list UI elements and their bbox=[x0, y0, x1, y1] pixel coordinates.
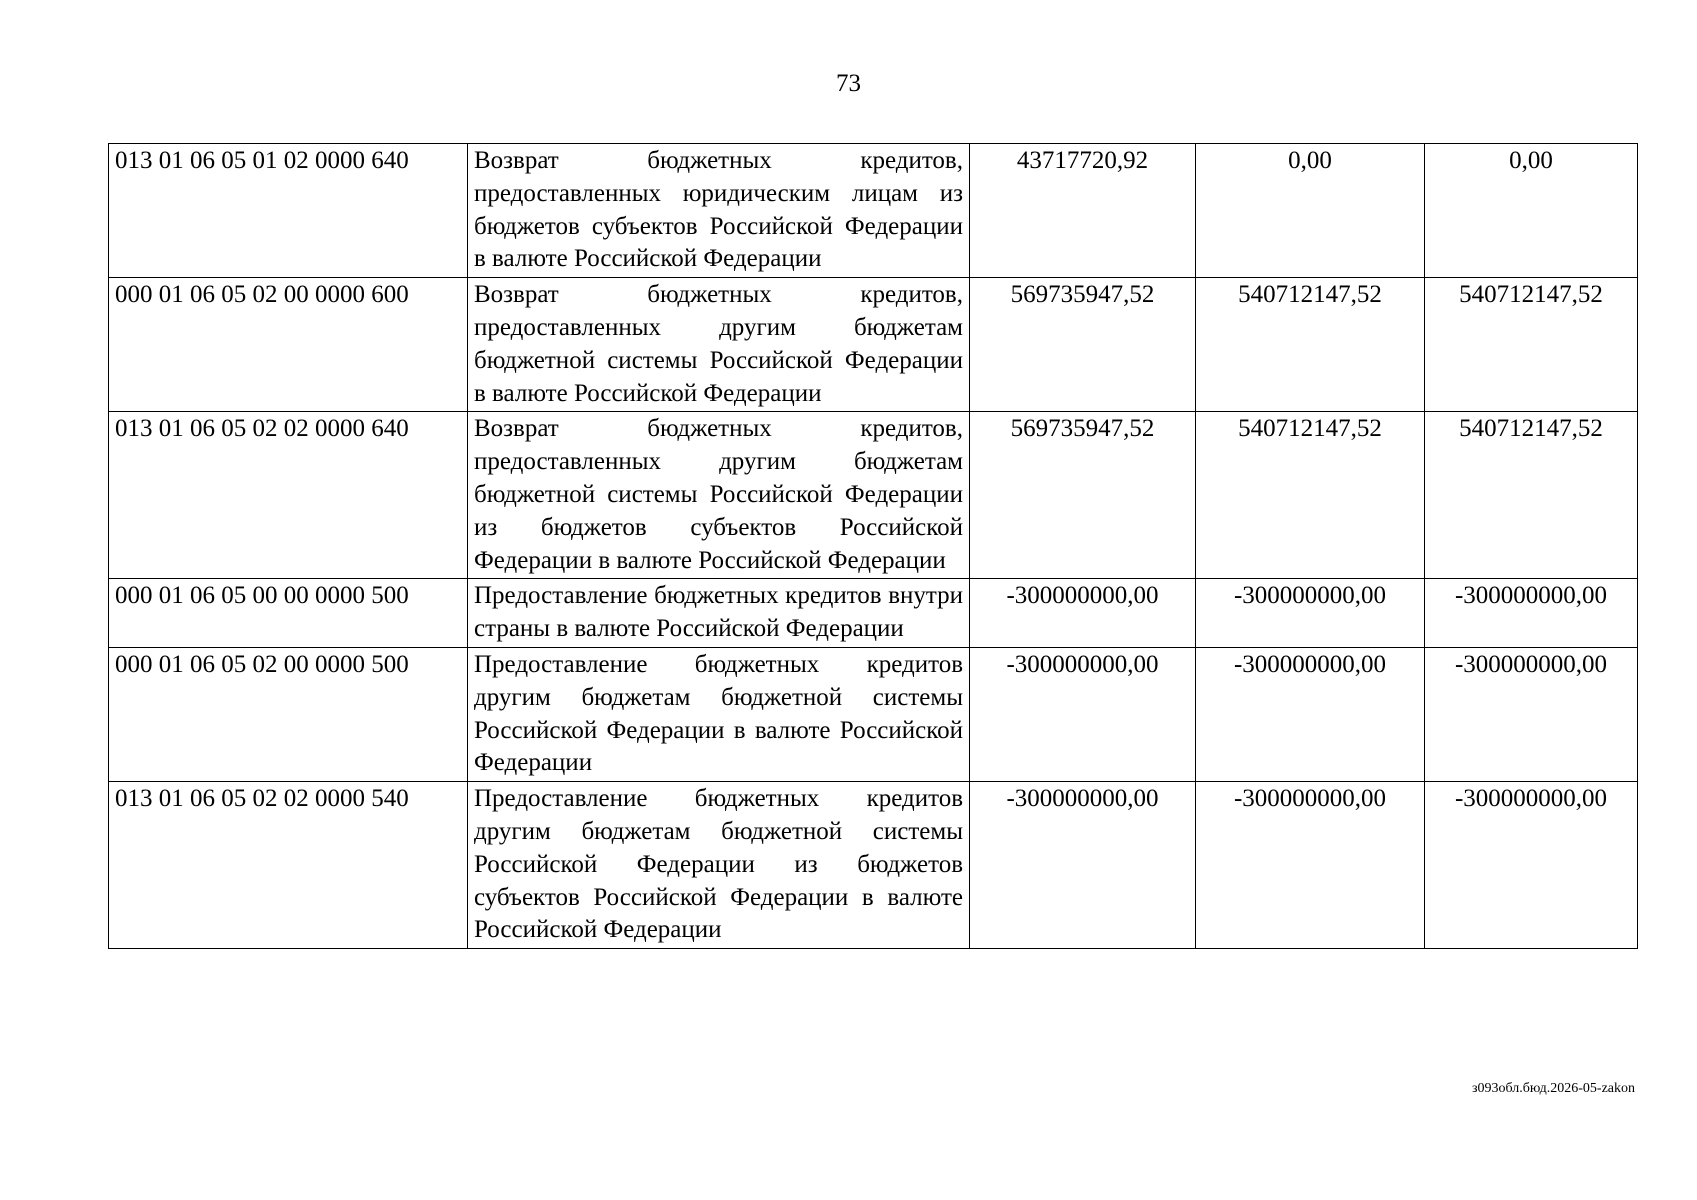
amount-cell: -300000000,00 bbox=[1425, 782, 1638, 949]
amount-cell: 540712147,52 bbox=[1196, 278, 1425, 412]
amount-cell: 540712147,52 bbox=[1425, 278, 1638, 412]
amount-cell: -300000000,00 bbox=[970, 647, 1196, 781]
description-cell: Предоставление бюджетных кредитов другим бюджетам бюджетной системы Российской Федерации в валюте Российской Федерации bbox=[468, 647, 970, 781]
amount-cell: -300000000,00 bbox=[970, 782, 1196, 949]
budget-code-cell: 013 01 06 05 02 02 0000 640 bbox=[109, 412, 468, 579]
amount-cell: 569735947,52 bbox=[970, 278, 1196, 412]
description-cell: Возврат бюджетных кредитов, предоставленных юридическим лицам из бюджетов субъектов Российской Федерации в валюте Российской Федерации bbox=[468, 144, 970, 278]
budget-code-cell: 000 01 06 05 02 00 0000 600 bbox=[109, 278, 468, 412]
amount-cell: 43717720,92 bbox=[970, 144, 1196, 278]
amount-cell: -300000000,00 bbox=[1196, 647, 1425, 781]
amount-cell: 569735947,52 bbox=[970, 412, 1196, 579]
amount-cell: 0,00 bbox=[1196, 144, 1425, 278]
description-cell: Предоставление бюджетных кредитов другим бюджетам бюджетной системы Российской Федерации из бюджетов субъектов Российской Федерации в валюте Российской Федерации bbox=[468, 782, 970, 949]
budget-code-cell: 000 01 06 05 02 00 0000 500 bbox=[109, 647, 468, 781]
amount-cell: 0,00 bbox=[1425, 144, 1638, 278]
budget-code-cell: 013 01 06 05 02 02 0000 540 bbox=[109, 782, 468, 949]
amount-cell: 540712147,52 bbox=[1196, 412, 1425, 579]
table-row bbox=[109, 412, 1638, 579]
amount-cell: -300000000,00 bbox=[1196, 579, 1425, 648]
amount-cell: -300000000,00 bbox=[1425, 579, 1638, 648]
budget-sources-table bbox=[108, 143, 1638, 949]
page-number: 73 bbox=[836, 70, 861, 97]
amount-cell: -300000000,00 bbox=[1196, 782, 1425, 949]
budget-code-cell: 013 01 06 05 01 02 0000 640 bbox=[109, 144, 468, 278]
description-cell: Предоставление бюджетных кредитов внутри страны в валюте Российской Федерации bbox=[468, 579, 970, 648]
description-cell: Возврат бюджетных кредитов, предоставленных другим бюджетам бюджетной системы Российской Федерации в валюте Российской Федерации bbox=[468, 278, 970, 412]
budget-code-cell: 000 01 06 05 00 00 0000 500 bbox=[109, 579, 468, 648]
table-row bbox=[109, 278, 1638, 412]
table-row bbox=[109, 647, 1638, 781]
table-row bbox=[109, 144, 1638, 278]
amount-cell: -300000000,00 bbox=[1425, 647, 1638, 781]
document-footer-code: з093обл.бюд.2026-05-zakon bbox=[1471, 1081, 1635, 1096]
amount-cell: -300000000,00 bbox=[970, 579, 1196, 648]
amount-cell: 540712147,52 bbox=[1425, 412, 1638, 579]
table-row bbox=[109, 782, 1638, 949]
description-cell: Возврат бюджетных кредитов, предоставленных другим бюджетам бюджетной системы Российской Федерации из бюджетов субъектов Российской Федерации в валюте Российской Федерации bbox=[468, 412, 970, 579]
table-row bbox=[109, 579, 1638, 648]
